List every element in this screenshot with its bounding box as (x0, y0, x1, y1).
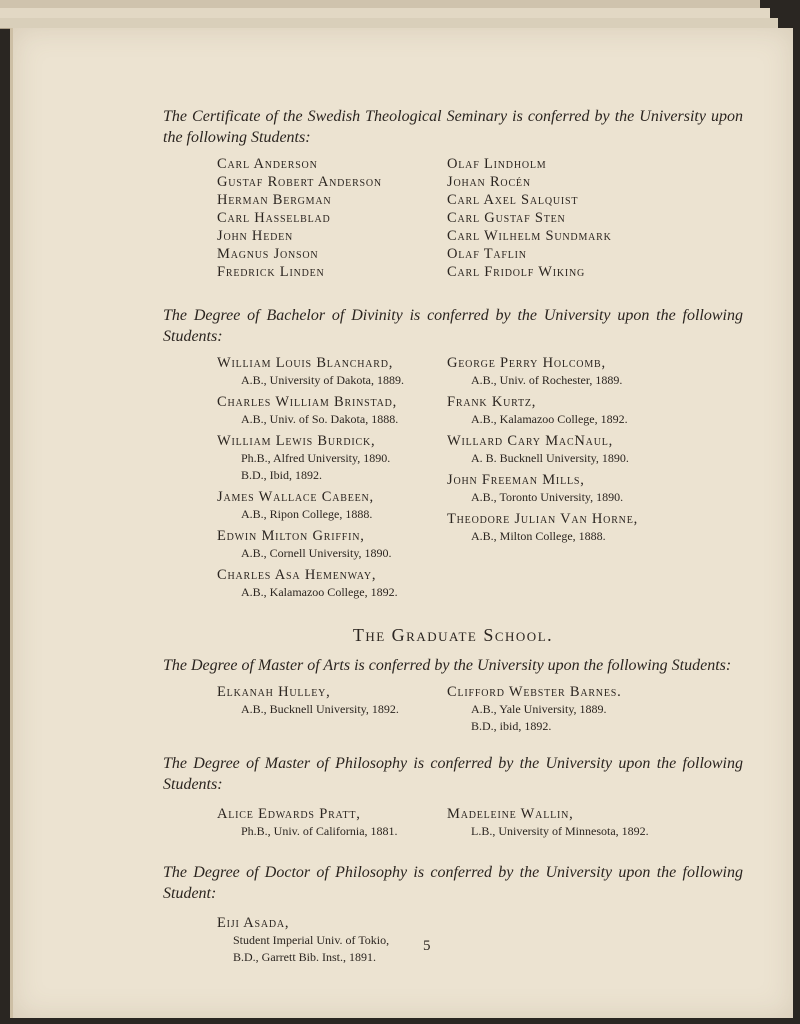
degree-line: Ph.B., Alfred University, 1890. (241, 451, 391, 465)
student-entry (217, 805, 447, 840)
degree-line: A.B., Kalamazoo College, 1892. (241, 585, 398, 599)
student-entry (217, 914, 447, 966)
bd-column-right (447, 354, 727, 605)
student-entry (447, 354, 727, 389)
student-name: Madeleine Wallin, (447, 806, 574, 822)
degree-line: A.B., Yale University, 1889. (471, 702, 607, 716)
student-name: Carl Fridolf Wiking (447, 264, 586, 280)
student-name: Elkanah Hulley, (217, 684, 331, 700)
student-name: Carl Gustaf Sten (447, 210, 566, 226)
mphil-intro: The Degree of Master of Philosophy is conferred by the University upon the following Students: (163, 755, 743, 793)
certificate-column-left (217, 155, 447, 281)
student-name: Olaf Taflin (447, 246, 527, 262)
student-name: Eiji Asada, (217, 915, 290, 931)
student-entry (217, 393, 447, 428)
degree-line: L.B., University of Minnesota, 1892. (471, 824, 649, 838)
student-name: Carl Anderson (217, 156, 318, 172)
degree-line: B.D., Garrett Bib. Inst., 1891. (233, 950, 376, 964)
student-name: Charles Asa Hemenway, (217, 567, 377, 583)
student-entry (217, 566, 447, 601)
student-entry (447, 432, 727, 467)
degree-line: B.D., Ibid, 1892. (241, 468, 322, 482)
student-name: William Louis Blanchard, (217, 355, 394, 371)
student-name: James Wallace Cabeen, (217, 489, 374, 505)
student-name: Carl Hasselblad (217, 210, 331, 226)
page-number: 5 (423, 938, 431, 954)
student-name: Carl Axel Salquist (447, 192, 579, 208)
student-name: Magnus Jonson (217, 246, 319, 262)
phd-intro: The Degree of Doctor of Philosophy is conferred by the University upon the following Student: (163, 864, 743, 902)
phd-column-left (217, 914, 447, 970)
student-name: Johan Rocén (447, 174, 531, 190)
student-entry (447, 471, 727, 506)
bd-column-left (217, 354, 447, 605)
student-name: Carl Wilhelm Sundmark (447, 228, 612, 244)
student-name: Theodore Julian Van Horne, (447, 511, 639, 527)
certificate-column-right (447, 155, 727, 281)
ma-list (217, 683, 743, 739)
degree-line: A.B., University of Dakota, 1889. (241, 373, 404, 387)
student-entry (447, 393, 727, 428)
degree-line: A.B., Univ. of Rochester, 1889. (471, 373, 623, 387)
ma-column-right (447, 683, 727, 739)
student-entry (447, 683, 727, 735)
bd-intro: The Degree of Bachelor of Divinity is conferred by the University upon the following Students: (163, 307, 743, 345)
student-name: John Heden (217, 228, 294, 244)
student-name: Gustaf Robert Anderson (217, 174, 382, 190)
student-entry (447, 805, 727, 840)
section-heading: The Graduate School. (352, 625, 554, 645)
student-name: Fredrick Linden (217, 264, 325, 280)
student-entry (217, 354, 447, 389)
student-entry (217, 432, 447, 484)
degree-line: Student Imperial Univ. of Tokio, (233, 933, 390, 947)
student-entry (217, 527, 447, 562)
student-name: Edwin Milton Griffin, (217, 528, 365, 544)
degree-line: Ph.B., Univ. of California, 1881. (241, 824, 398, 838)
degree-line: A.B., Kalamazoo College, 1892. (471, 412, 628, 426)
degree-line: A.B., Bucknell University, 1892. (241, 702, 399, 716)
bd-list (217, 354, 743, 605)
ma-intro: The Degree of Master of Arts is conferred by the University upon the following Students: (163, 657, 732, 674)
degree-line: A.B., Toronto University, 1890. (471, 490, 624, 504)
certificate-intro: The Certificate of the Swedish Theological Seminary is conferred by the University upon the following Students: (163, 108, 743, 146)
mphil-list (217, 805, 743, 844)
student-name: Clifford Webster Barnes. (447, 684, 622, 700)
degree-line: A.B., Univ. of So. Dakota, 1888. (241, 412, 399, 426)
degree-line: A. B. Bucknell University, 1890. (471, 451, 629, 465)
student-name: Frank Kurtz, (447, 394, 537, 410)
ma-column-left (217, 683, 447, 739)
degree-line: A.B., Cornell University, 1890. (241, 546, 392, 560)
student-name: Herman Bergman (217, 192, 332, 208)
mphil-column-right (447, 805, 727, 844)
certificate-list (217, 155, 743, 281)
degree-line: A.B., Ripon College, 1888. (241, 507, 373, 521)
mphil-column-left (217, 805, 447, 844)
student-name: Olaf Lindholm (447, 156, 547, 172)
student-name: Charles William Brinstad, (217, 394, 398, 410)
phd-list (217, 914, 743, 970)
student-entry (217, 683, 447, 718)
degree-line: B.D., ibid, 1892. (471, 719, 552, 733)
student-name: William Lewis Burdick, (217, 433, 376, 449)
page-content (163, 106, 743, 970)
student-name: Willard Cary MacNaul, (447, 433, 614, 449)
student-entry (217, 488, 447, 523)
degree-line: A.B., Milton College, 1888. (471, 529, 606, 543)
student-name: George Perry Holcomb, (447, 355, 606, 371)
document-page (10, 28, 793, 1018)
student-name: John Freeman Mills, (447, 472, 585, 488)
student-name: Alice Edwards Pratt, (217, 806, 361, 822)
student-entry (447, 510, 727, 545)
